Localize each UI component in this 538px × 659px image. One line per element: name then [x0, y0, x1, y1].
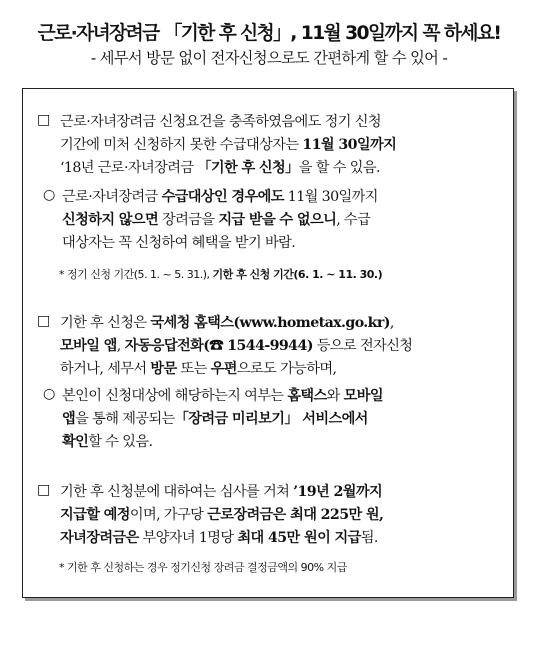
sec2-sub-line1: 본인이 신청대상에 해당하는지 여부는 홈택스와 모바일: [62, 388, 383, 404]
sec2-line2: 모바일 앱, 자동응답전화(☎ 1544-9944) 등으로 전자신청: [60, 338, 413, 354]
sec3-line1: 기한 후 신청분에 대하여는 심사를 거쳐 ’19년 2월까지: [60, 484, 383, 500]
sec3-line2: 지급할 예정이며, 가구당 근로장려금은 최대 225만 원,: [60, 507, 384, 523]
sec1-sub-line2: 신청하지 않으면 장려금을 지급 받을 수 없으니, 수급: [62, 212, 371, 228]
sec1-sub-bullet: ○: [43, 187, 55, 203]
page-subtitle: - 세무서 방문 없이 전자신청으로도 간편하게 할 수 있어 -: [90, 49, 448, 67]
sec1-note: * 정기 신청 기간(5. 1. ~ 5. 31.), 기한 후 신청 기간(6. 1. ~ 11. 30.): [59, 268, 383, 281]
sec2-line3: 하거나, 세무서 방문 또는 우편으로도 가능하며,: [60, 361, 337, 377]
sec1-sub-line1: 근로·자녀장려금 수급대상인 경우에도 11월 30일까지: [62, 189, 378, 205]
sec3-note: * 기한 후 신청하는 경우 정기신청 장려금 결정금액의 90% 지급: [59, 561, 347, 574]
sec2-line1: 기한 후 신청은 국세청 홈택스(www.hometax.go.kr),: [60, 315, 394, 331]
sec1-line2: 기간에 미처 신청하지 못한 수급대상자는 11월 30일까지: [60, 137, 397, 153]
sec3-line3: 자녀장려금은 부양자녀 1명당 최대 45만 원이 지급됨.: [60, 530, 378, 546]
sec2-bullet: □: [37, 313, 50, 329]
page-title: 근로·자녀장려금 「기한 후 신청」, 11월 30일까지 꼭 하세요!: [37, 22, 501, 44]
sec1-line3: ‘18년 근로·자녀장려금 「기한 후 신청」을 할 수 있음.: [60, 160, 380, 176]
sec2-sub-line2: 앱을 통해 제공되는「장려금 미리보기」 서비스에서: [62, 411, 368, 427]
sec3-bullet: □: [37, 482, 50, 498]
sec1-line1: 근로·자녀장려금 신청요건을 충족하였음에도 정기 신청: [60, 114, 381, 130]
sec1-bullet: □: [37, 112, 50, 128]
notice-box: [22, 88, 514, 598]
sec2-sub-line3: 확인할 수 있음.: [62, 434, 153, 450]
sec2-sub-bullet: ○: [43, 386, 55, 402]
sec1-sub-line3: 대상자는 꼭 신청하여 혜택을 받기 바람.: [62, 235, 296, 251]
